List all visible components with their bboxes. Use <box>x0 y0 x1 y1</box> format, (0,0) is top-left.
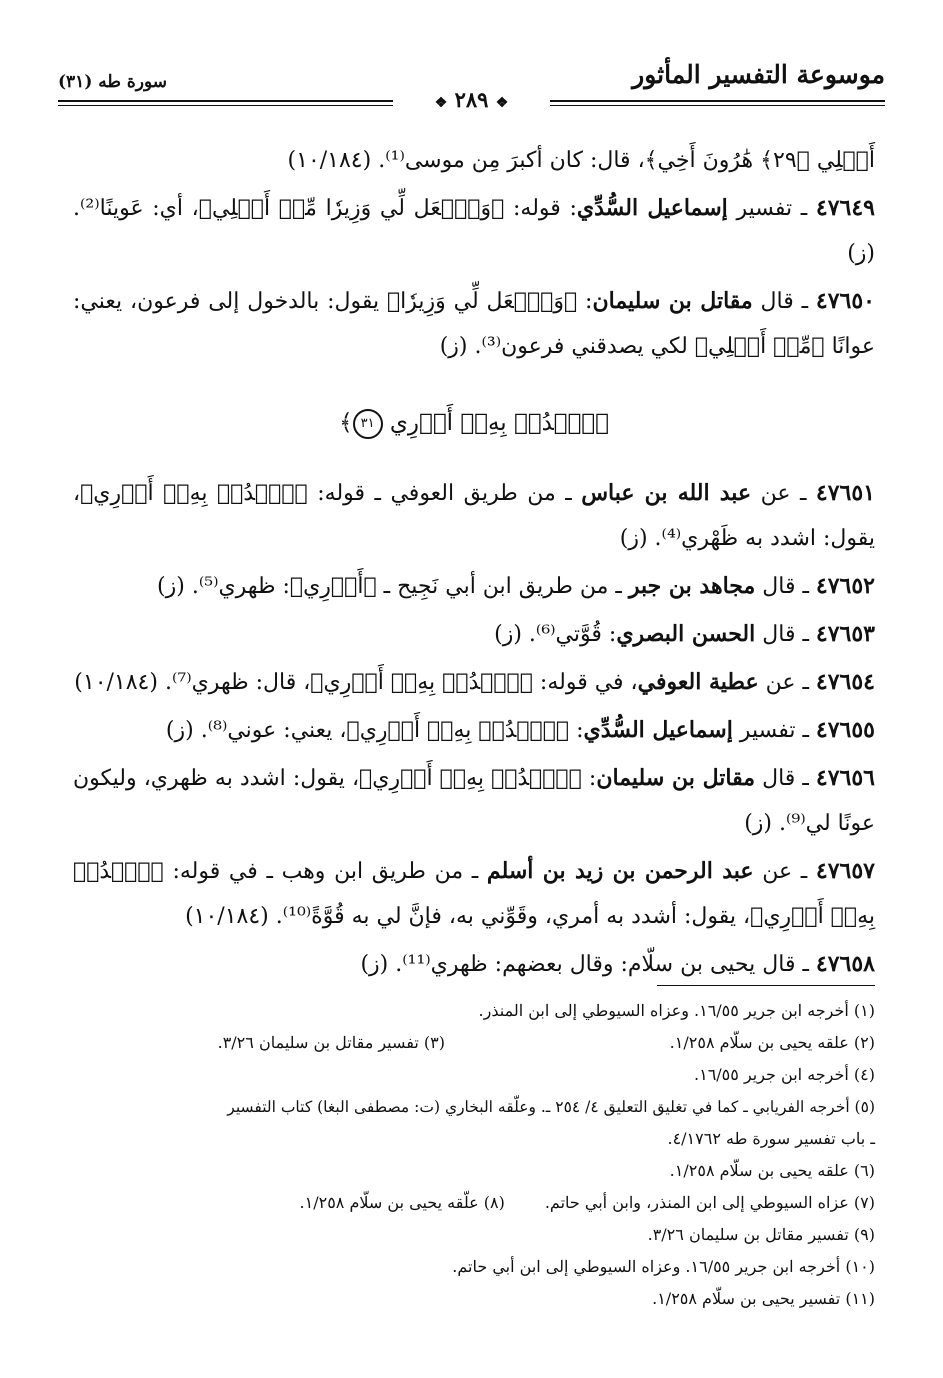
entry-text: : ﴿وَٱجۡعَل لِّي وَزِيرٗا﴾ يقول: بالدخول إلى فرعون، يعني: عوانًا ﴿مِّنۡ أَهۡلِي﴾ لكي يصدقني فرعون⁽³⁾. (ز) <box>73 289 875 359</box>
entry-number: ٤٧٦٥٢ <box>815 573 875 599</box>
entry-text: أَهۡلِي ﴿٢٩﴾ هَٰرُونَ أَخِي﴾، قال: كان أكبرَ مِن موسى⁽¹⁾. (١٠/١٨٤) <box>287 148 875 173</box>
footnote-5-continued: ـ باب تفسير سورة طه ٤/١٧٦٢. <box>667 1129 875 1148</box>
page-number-value: ٢٨٩ <box>454 87 489 112</box>
entry-47651 <box>73 471 875 561</box>
narrator-name: الحسن البصري <box>616 621 756 647</box>
entry-number: ٤٧٦٥٧ <box>815 858 875 884</box>
entry-prefix: ـ قال <box>755 574 816 599</box>
footnote-row-2-3 <box>73 1027 875 1059</box>
footnote-2: (٢) علقه يحيى بن سلّام ١/٢٥٨. <box>669 1033 875 1052</box>
entry-prefix: ـ قال <box>755 952 816 977</box>
footnote-6: (٦) علقه يحيى بن سلّام ١/٢٥٨. <box>669 1161 875 1180</box>
entry-47656 <box>73 756 875 846</box>
entry-prefix: ـ تفسير <box>732 718 816 743</box>
footnote-5: (٥) أخرجه الفريابي ـ كما في تغليق التعليق ٤/ ٢٥٤ ـ. وعلّقه البخاري (ت: مصطفى البغا) كتاب التفسير <box>227 1098 875 1116</box>
entry-text: : ﴿ٱشۡدُدۡ بِهِۦٓ أَزۡرِي﴾، يقول: اشدد به ظهري، وليكون عونًا لي⁽⁹⁾. (ز) <box>73 766 875 836</box>
header-rule-left <box>58 100 393 102</box>
entry-47654 <box>73 660 875 705</box>
footnote-11: (١١) تفسير يحيى بن سلّام ١/٢٥٨. <box>652 1289 875 1308</box>
entry-text: : قوله: ﴿وَٱجۡعَل لِّي وَزِيرٗا مِّنۡ أَهۡلِي﴾، أي: عَوينًا⁽²⁾. (ز) <box>73 196 875 266</box>
footnotes <box>73 995 875 1315</box>
header-rule-left-thin <box>58 105 393 106</box>
narrator-name: مقاتل بن سليمان <box>592 288 753 314</box>
entry-prefix: ـ عن <box>753 859 816 884</box>
main-text <box>73 138 875 990</box>
entry-47649 <box>73 186 875 276</box>
entry-text: ـ من طريق ابن أبي نَجِيح ـ ﴿أَزۡرِي﴾: ظهري⁽⁵⁾. (ز) <box>157 574 629 599</box>
entry-number: ٤٧٦٥٨ <box>815 951 875 977</box>
footnote-1: (١) أخرجه ابن جرير ١٦/٥٥. وعزاه السيوطي إلى ابن المنذر. <box>478 1001 875 1020</box>
entry-number: ٤٧٦٥٥ <box>815 717 875 743</box>
entry-prefix: ـ قال <box>752 289 816 314</box>
entry-47655 <box>73 708 875 753</box>
entry-number: ٤٧٦٤٩ <box>815 195 875 221</box>
footnote-8: (٨) علّقه يحيى بن سلّام ١/٢٥٨. <box>299 1193 505 1212</box>
verse-heading <box>73 403 875 443</box>
entry-text: ، في قوله: ﴿ٱشۡدُدۡ بِهِۦٓ أَزۡرِي﴾، قال: ظهري⁽⁷⁾. (١٠/١٨٤) <box>74 670 638 695</box>
entry-number: ٤٧٦٥٦ <box>815 765 875 791</box>
entry-47652 <box>73 564 875 609</box>
entry-text: : ﴿ٱشۡدُدۡ بِهِۦٓ أَزۡرِي﴾، يعني: عوني⁽⁸⁾. (ز) <box>165 718 584 743</box>
footnote-4: (٤) أخرجه ابن جرير ١٦/٥٥. <box>694 1065 875 1084</box>
footnote-7: (٧) عزاه السيوطي إلى ابن المنذر، وابن أبي حاتم. <box>544 1193 875 1212</box>
narrator-name: عبد الله بن عباس <box>581 480 752 506</box>
entry-47658 <box>73 942 875 987</box>
footnote-10: (١٠) أخرجه ابن جرير ١٦/٥٥. وعزاه السيوطي إلى ابن أبي حاتم. <box>452 1257 875 1276</box>
entry-text: ـ من طريق العوفي ـ قوله: ﴿ٱشۡدُدۡ بِهِۦٓ أَزۡرِي﴾، يقول: اشدد به ظَهْري⁽⁴⁾. (ز) <box>73 481 875 551</box>
entry-47653 <box>73 612 875 657</box>
ayah-number-marker: ٣١ <box>353 409 383 439</box>
entry-47650 <box>73 279 875 369</box>
header-rule-right <box>550 100 885 102</box>
book-title: موسوعة التفسير المأثور <box>632 60 885 89</box>
entry-prefix: ـ عن <box>758 670 816 695</box>
entry-number: ٤٧٦٥٤ <box>815 669 875 695</box>
entry-number: ٤٧٦٥٣ <box>815 621 875 647</box>
page-header <box>58 50 885 116</box>
entry-prefix: ـ قال <box>755 766 816 791</box>
entry-prefix: ـ تفسير <box>727 196 816 221</box>
footnote-separator <box>657 985 875 986</box>
footnote-row-7-8 <box>73 1187 875 1219</box>
entry-47657 <box>73 849 875 939</box>
entry-continuation <box>73 138 875 183</box>
narrator-name: إسماعيل السُّدِّي <box>583 717 733 743</box>
narrator-name: مقاتل بن سليمان <box>596 765 756 791</box>
ornament-icon: ❖ <box>434 95 448 111</box>
entry-text: : قُوَّتي⁽⁶⁾. (ز) <box>494 622 617 647</box>
entry-number: ٤٧٦٥١ <box>815 480 875 506</box>
verse-heading-text: ﴿ٱشۡدُدۡ بِهِۦٓ أَزۡرِي <box>389 410 609 436</box>
narrator-name: إسماعيل السُّدِّي <box>576 195 728 221</box>
entry-text: يحيى بن سلّام: وقال بعضهم: ظهري⁽¹¹⁾. (ز) <box>360 952 756 977</box>
narrator-name: عطية العوفي <box>637 669 759 695</box>
narrator-name: مجاهد بن جبر <box>628 573 756 599</box>
entry-prefix: ـ عن <box>751 481 816 506</box>
entry-prefix: ـ قال <box>755 622 816 647</box>
verse-heading-close: ﴾ <box>339 410 353 436</box>
surah-label: سورة طه (٣١) <box>58 72 167 92</box>
entry-number: ٤٧٦٥٠ <box>815 288 875 314</box>
header-rule-right-thin <box>550 105 885 106</box>
entry-text: ـ من طريق ابن وهب ـ في قوله: ﴿ٱشۡدُدۡ بِهِۦٓ أَزۡرِي﴾، يقول: أشدد به أمري، وقَوِّني به، فإنَّ لي به قُوَّةً⁽¹⁰⁾. (١٠/١٨٤) <box>73 859 875 929</box>
footnote-9: (٩) تفسير مقاتل بن سليمان ٣/٢٦. <box>647 1225 875 1244</box>
narrator-name: عبد الرحمن بن زيد بن أسلم <box>486 858 754 884</box>
page-number <box>435 87 509 112</box>
footnote-3: (٣) تفسير مقاتل بن سليمان ٣/٢٦. <box>217 1033 445 1052</box>
ornament-icon: ❖ <box>495 95 509 111</box>
